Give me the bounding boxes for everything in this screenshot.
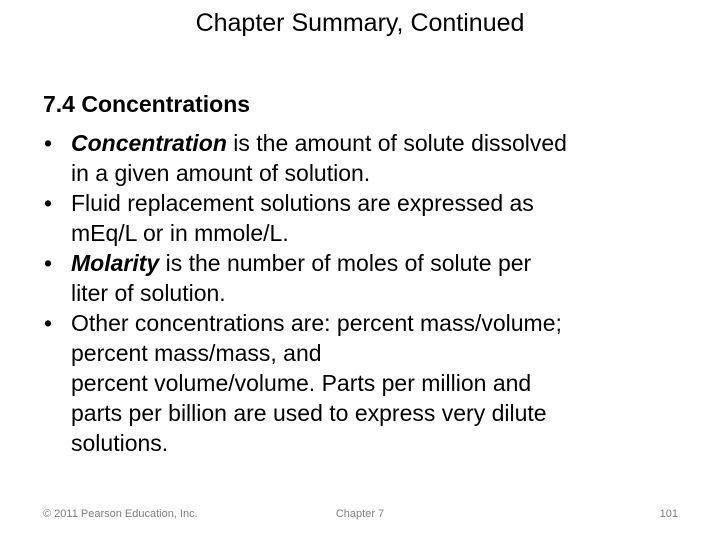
bullet-marker: • bbox=[44, 190, 53, 216]
bullet-marker: • bbox=[44, 310, 53, 336]
bullet-term: Molarity bbox=[71, 250, 160, 276]
bullet-other-concentrations bbox=[44, 308, 567, 458]
bullet-line: mEq/L or in mmole/L. bbox=[71, 220, 289, 246]
bullet-molarity bbox=[44, 248, 567, 308]
slide-title: Chapter Summary, Continued bbox=[195, 9, 525, 37]
bullet-line: in a given amount of solution. bbox=[71, 160, 371, 186]
bullet-marker: • bbox=[44, 250, 53, 276]
bullet-line: Fluid replacement solutions are expressed as bbox=[71, 190, 534, 216]
bullet-list bbox=[44, 128, 567, 458]
bullet-text: is the amount of solute dissolved bbox=[226, 130, 567, 156]
bullet-line: parts per billion are used to express very dilute bbox=[71, 400, 547, 426]
bullet-line: liter of solution. bbox=[71, 280, 226, 306]
footer-copyright: © 2011 Pearson Education, Inc. bbox=[43, 508, 198, 520]
bullet-line: percent mass/mass, and bbox=[71, 340, 322, 366]
bullet-line: solutions. bbox=[71, 430, 169, 456]
footer-page-number: 101 bbox=[659, 508, 678, 520]
bullet-line bbox=[71, 128, 567, 158]
footer-chapter: Chapter 7 bbox=[335, 508, 385, 520]
bullet-concentration bbox=[44, 128, 567, 188]
bullet-line: percent volume/volume. Parts per million and bbox=[71, 370, 532, 396]
bullet-marker: • bbox=[44, 130, 53, 156]
section-heading: 7.4 Concentrations bbox=[43, 91, 251, 117]
bullet-fluid-replacement bbox=[44, 188, 567, 248]
bullet-line bbox=[71, 248, 567, 278]
bullet-line: Other concentrations are: percent mass/volume; bbox=[71, 310, 562, 336]
bullet-term: Concentration bbox=[71, 130, 227, 156]
bullet-text: is the number of moles of solute per bbox=[159, 250, 532, 276]
